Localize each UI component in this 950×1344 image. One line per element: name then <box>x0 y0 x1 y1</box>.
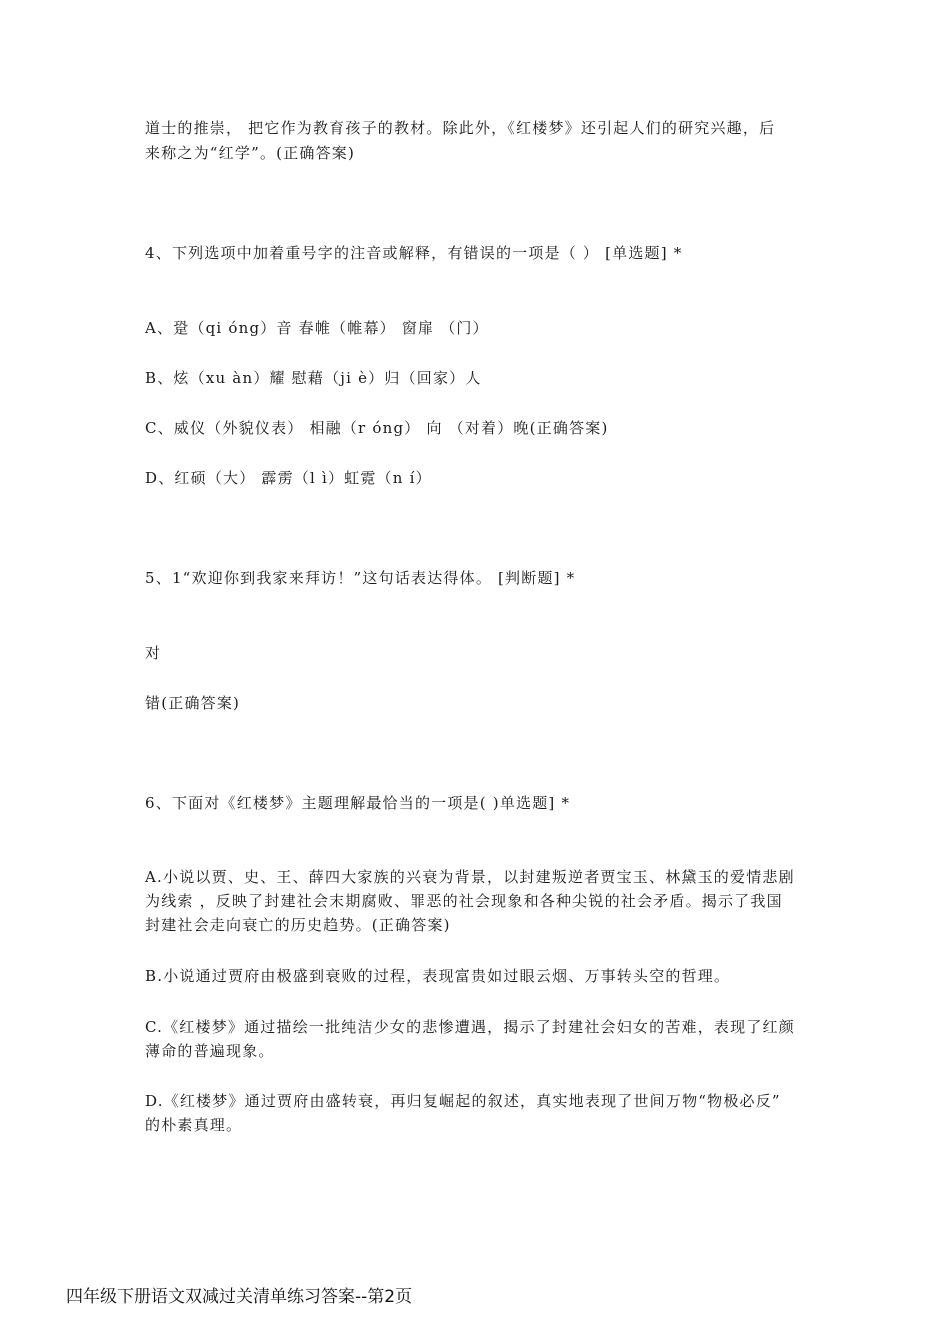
q6-option-d-line-2: 的朴素真理。 <box>145 1116 243 1134</box>
q6-option-c-line-2: 薄命的普遍现象。 <box>145 1042 275 1060</box>
q4-option-b: B、炫（xu àn）耀 慰藉（ji è）归（回家）人 <box>145 369 482 387</box>
page-footer: 四年级下册语文双减过关清单练习答案--第2页 <box>66 1287 413 1307</box>
q5-option-true: 对 <box>145 644 162 662</box>
question-5-stem: 5、1“欢迎你到我家来拜访！”这句话表达得体。 [判断题] * <box>145 569 576 587</box>
intro-line-1: 道士的推崇， 把它作为教育孩子的教材。除此外，《红楼梦》还引起人们的研究兴趣，后 <box>145 119 776 137</box>
q6-option-a-line-2: 为线索 ，反映了封建社会末期腐败、罪恶的社会现象和各种尖锐的社会矛盾。揭示了我国 <box>145 892 783 910</box>
q5-option-false: 错(正确答案) <box>145 694 241 712</box>
q6-option-d-line-1: D.《红楼梦》通过贾府由盛转衰，再归复崛起的叙述，真实地表现了世间万物“物极必反” <box>145 1092 781 1110</box>
intro-line-2: 来称之为“红学”。(正确答案) <box>145 144 356 162</box>
q6-option-c-line-1: C.《红楼梦》通过描绘一批纯洁少女的悲惨遭遇，揭示了封建社会妇女的苦难，表现了红颜 <box>145 1018 795 1036</box>
q6-option-a-line-3: 封建社会走向衰亡的历史趋势。(正确答案) <box>145 916 451 934</box>
q4-option-c: C、威仪（外貌仪表） 相融（r óng） 向 （对着）晚(正确答案) <box>145 419 609 437</box>
q4-option-a: A、跫（qi óng）音 春帷（帷幕） 窗扉 （门） <box>145 319 489 337</box>
q6-option-a-line-1: A.小说以贾、史、王、薛四大家族的兴衰为背景，以封建叛逆者贾宝玉、林黛玉的爱情悲剧 <box>145 868 795 886</box>
question-4-stem: 4、下列选项中加着重号字的注音或解释，有错误的一项是（ ） [单选题] * <box>145 244 683 262</box>
q4-option-d: D、红硕（大） 霹雳（l ì）虹霓（n í） <box>145 469 432 487</box>
q6-option-b: B.小说通过贾府由极盛到衰败的过程，表现富贵如过眼云烟、万事转头空的哲理。 <box>145 967 731 985</box>
question-6-stem: 6、下面对《红楼梦》主题理解最恰当的一项是( )单选题] * <box>145 794 571 812</box>
